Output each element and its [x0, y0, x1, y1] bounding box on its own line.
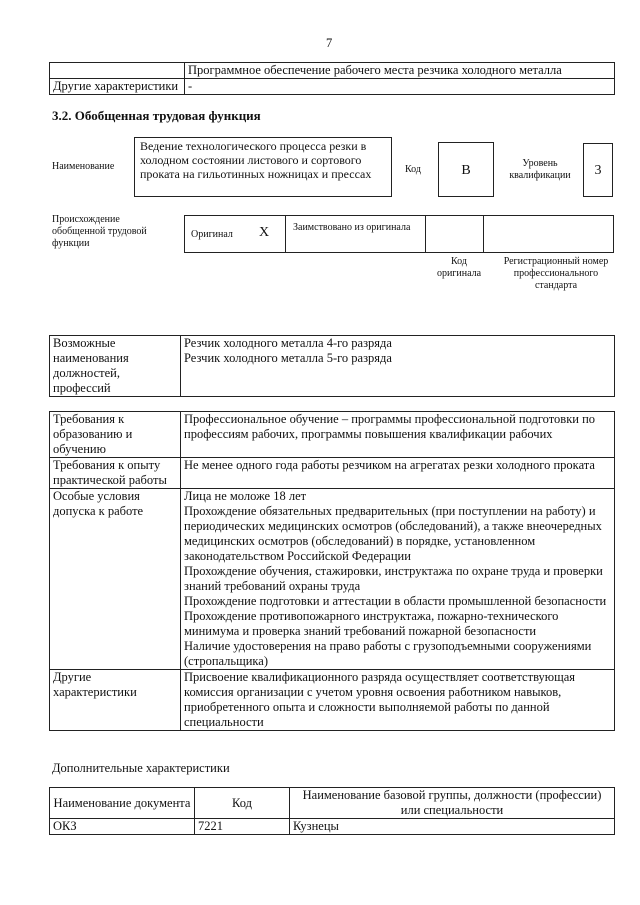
section-title: 3.2. Обобщенная трудовая функция [52, 108, 261, 123]
requirements-table [49, 411, 615, 731]
row-value: - [185, 79, 615, 95]
other-characteristics-label: Другие характеристики [50, 670, 181, 731]
table-row [50, 819, 615, 835]
code-original-caption: Код оригинала [436, 256, 482, 279]
divider [285, 216, 286, 252]
borrowed-label: Заимствовано из оригинала [293, 222, 411, 233]
positions-values: Резчик холодного металла 4-го разряда Резчик холодного металла 5-го разряда [181, 336, 615, 397]
function-name-box: Ведение технологического процесса резки в холодном состоянии листового и сортового проката на гильотинных ножницах и прессах [134, 137, 392, 197]
table-row [50, 670, 615, 731]
table-row [50, 412, 615, 458]
table-row [50, 79, 615, 95]
other-characteristics-value: Присвоение квалификационного разряда осуществляет соответствующая комиссия организации с учетом уровня освоения работником навыков, приобретенного опыта и сложности выполняемой работы по данной специальности [181, 670, 615, 731]
name-label: Наименование [52, 161, 115, 172]
education-label: Требования к образованию и обучению [50, 412, 181, 458]
page-number: 7 [326, 36, 333, 50]
positions-table [49, 335, 615, 397]
education-value: Профессиональное обучение – программы профессиональной подготовки по профессиям рабочих, программы повышения квалификации рабочих [181, 412, 615, 458]
header-document: Наименование документа [50, 788, 195, 819]
code-value-box: B [438, 142, 494, 197]
table-row [50, 63, 615, 79]
special-conditions-label: Особые условия допуска к работе [50, 489, 181, 670]
row-label [50, 63, 185, 79]
additional-characteristics-table [49, 787, 615, 835]
divider [425, 216, 426, 252]
table-header-row [50, 788, 615, 819]
origin-table [184, 215, 614, 253]
additional-title: Дополнительные характеристики [52, 761, 230, 775]
level-label: Уровень квалификации [509, 158, 571, 181]
divider [483, 216, 484, 252]
row-label: Другие характеристики [50, 79, 185, 95]
reg-number-caption: Регистрационный номер профессионального стандарта [503, 256, 609, 291]
cell-group-name: Кузнецы [290, 819, 615, 835]
row-value: Программное обеспечение рабочего места резчика холодного металла [185, 63, 615, 79]
table-row [50, 336, 615, 397]
code-label: Код [405, 164, 421, 175]
cell-code: 7221 [195, 819, 290, 835]
experience-value: Не менее одного года работы резчиком на агрегатах резки холодного проката [181, 458, 615, 489]
original-mark: X [259, 225, 270, 240]
cell-document: ОКЗ [50, 819, 195, 835]
positions-label: Возможные наименования должностей, профессий [50, 336, 181, 397]
header-code: Код [195, 788, 290, 819]
table-row [50, 489, 615, 670]
origin-label: Происхождение обобщенной трудовой функции [52, 214, 147, 249]
original-label: Оригинал [191, 229, 233, 240]
experience-label: Требования к опыту практической работы [50, 458, 181, 489]
table-row [50, 458, 615, 489]
level-value-box: 3 [583, 143, 613, 197]
special-conditions-value: Лица не моложе 18 лет Прохождение обязательных предварительных (при поступлении на работу) и периодических медицинских осмотров (обследований), а также внеочередных медицинских осмотров (обследований) в порядке, установленном законодательством Российской Федерации Прохождение обучения, стажировки, инструктажа по охране труда и проверки знаний требований охраны труда Прохождение подготовки и аттестации в области промышленной безопасности Прохождение противопожарного инструктажа, пожарно-технического минимума и проверка знаний требований пожарной безопасности Наличие удостоверения на право работы с грузоподъемными сооружениями (стропальщика) [181, 489, 615, 670]
top-characteristics-table [49, 62, 615, 95]
header-group-name: Наименование базовой группы, должности (профессии) или специальности [290, 788, 615, 819]
